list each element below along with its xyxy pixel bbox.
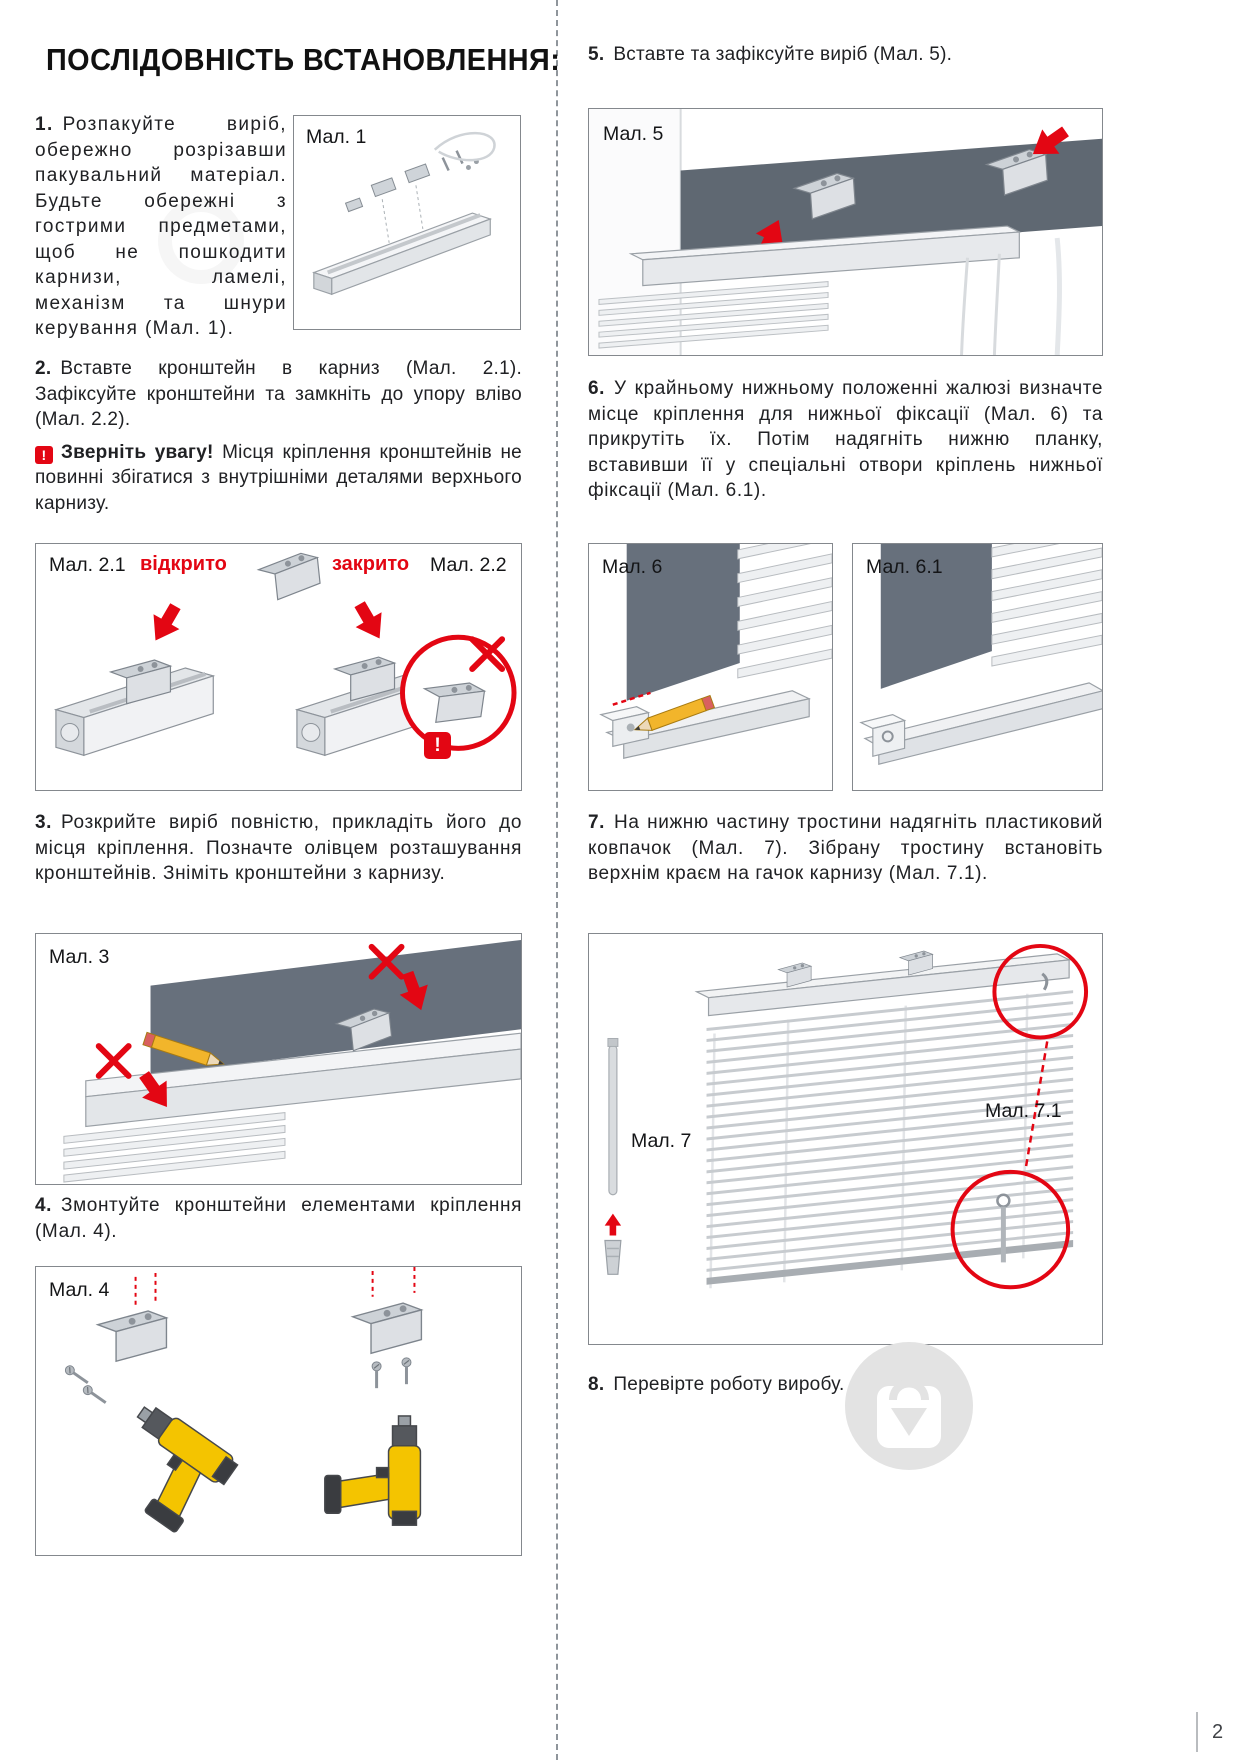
wand-icon <box>609 1045 617 1194</box>
hook-icon <box>1042 974 1047 990</box>
red-circle-highlight-wand <box>953 1172 1069 1287</box>
bracket-icon <box>353 1303 422 1353</box>
bottom-fixation-mark-illustration <box>589 544 832 790</box>
red-arrow-icon <box>605 1214 621 1236</box>
figure-5-label: Мал. 5 <box>603 123 664 145</box>
figure-7-box <box>588 933 1103 1345</box>
column-divider <box>556 0 558 1760</box>
figure-1-label: Мал. 1 <box>306 126 367 148</box>
drill-icon <box>95 1399 240 1540</box>
warning-icon: ! <box>35 446 53 464</box>
figure-6-1-box <box>852 543 1103 791</box>
warning-text: Місця кріплення кронштейнів не повинні збігатися з внутрішніми деталями верхнього карнизу. <box>35 441 522 514</box>
screw-icon <box>402 1358 411 1384</box>
step-2-text: Вставте кронштейн в карниз (Мал. 2.1). Зафіксуйте кронштейни та замкніть до упору вліво (Мал. 2.2). <box>35 358 522 430</box>
step-6-number: 6. <box>588 378 606 399</box>
control-cord-icon <box>435 133 495 160</box>
state-closed-label: закрито <box>332 553 410 575</box>
warning-title: Зверніть увагу! <box>61 441 214 463</box>
warning-badge: ! <box>424 732 451 759</box>
step-2 <box>35 356 522 433</box>
small-parts-icons <box>346 164 430 212</box>
bottom-rail-fixation-illustration <box>853 544 1102 790</box>
headrail-icon <box>314 213 490 294</box>
figure-3-label: Мал. 3 <box>49 946 110 968</box>
step-8-text: Перевірте роботу виробу. <box>613 1374 845 1395</box>
loose-bracket-icon <box>257 552 321 602</box>
cross-mark-icon <box>99 1046 129 1076</box>
step-7-text: На нижню частину тростини надягніть пластиковий ковпачок (Мал. 7). Зібрану тростину встановіть верхнім краєм на гачок карнизу (Мал. 7.1). <box>588 812 1103 884</box>
figure-5-box <box>588 108 1103 356</box>
drilling-brackets-illustration <box>36 1267 521 1555</box>
step-5-number: 5. <box>588 44 605 65</box>
figure-7-1-label: Мал. 7.1 <box>985 1100 1062 1122</box>
alignment-dashes <box>373 1267 415 1297</box>
screw-icon <box>82 1384 109 1406</box>
slats <box>738 544 832 678</box>
slats <box>992 544 1102 666</box>
insert-fix-illustration <box>589 109 1102 355</box>
figure-4-label: Мал. 4 <box>49 1279 110 1301</box>
step-2-number: 2. <box>35 358 52 379</box>
figure-3-box <box>35 933 522 1185</box>
plastic-cap-icon <box>605 1241 621 1275</box>
figure-1-box <box>293 115 521 330</box>
step-3 <box>35 810 522 887</box>
step-3-number: 3. <box>35 812 53 833</box>
step-4-text: Змонтуйте кронштейни елементами кріплення (Мал. 4). <box>35 1195 522 1242</box>
alignment-dashes <box>136 1273 156 1309</box>
page-title: ПОСЛІДОВНІСТЬ ВСТАНОВЛЕННЯ: <box>46 42 561 77</box>
page-number-value: 2 <box>1212 1720 1224 1743</box>
step-8-number: 8. <box>588 1374 605 1395</box>
figure-2-2-label: Мал. 2.2 <box>430 554 507 576</box>
step-3-text: Розкрийте виріб повністю, прикладіть його до місця кріплення. Позначте олівцем розташування кронштейнів. Зніміть кронштейни з карнизу. <box>35 812 522 884</box>
page-number <box>1196 1712 1223 1752</box>
state-open-label: відкрито <box>140 553 227 575</box>
step-5 <box>588 42 1103 68</box>
headrail-icon <box>697 954 1070 1016</box>
figure-6-1-label: Мал. 6.1 <box>866 556 943 578</box>
figure-4-box <box>35 1266 522 1556</box>
red-arrow-icon <box>347 597 393 646</box>
step-5-text: Вставте та зафіксуйте виріб (Мал. 5). <box>613 44 953 65</box>
figure-6-box <box>588 543 833 791</box>
slats <box>707 992 1074 1282</box>
step-6 <box>588 376 1103 504</box>
figure-2-box <box>35 543 522 791</box>
marking-position-illustration <box>36 934 521 1184</box>
red-arrow-icon <box>143 599 189 648</box>
screw-icon <box>64 1364 91 1386</box>
bracket-icon <box>98 1311 167 1361</box>
step-7-number: 7. <box>588 812 606 833</box>
step-2-block <box>35 356 522 516</box>
fixation-clip-icon <box>861 715 905 757</box>
watermark-logo <box>845 1342 973 1470</box>
figure-7-label: Мал. 7 <box>631 1130 692 1152</box>
shopping-bag-icon <box>845 1342 973 1470</box>
screw-icon <box>372 1362 381 1388</box>
step-6-text: У крайньому нижньому положенні жалюзі визначте місце кріплення для нижньої фіксації (Мал. 6) та прикрутіть їх. Потім надягніть нижню планку, вставивши її у спеціальні отвори кріплень нижньої фіксації (Мал. 6.1). <box>588 378 1103 501</box>
wand-tip <box>608 1038 618 1046</box>
figure-2-1-label: Мал. 2.1 <box>49 554 126 576</box>
step-1-number: 1. <box>35 114 54 135</box>
drill-icon <box>325 1416 421 1525</box>
step-1-text: Розпакуйте виріб, обережно розрізавши пакувальний матеріал. Будьте обережні з гострими предметами, щоб не пошкодити карнизи, ламелі, механізм та шнури керування (Мал. 1). <box>35 114 287 339</box>
warning-note <box>35 440 522 517</box>
step-7 <box>588 810 1103 887</box>
step-4 <box>35 1193 522 1244</box>
figure-6-label: Мал. 6 <box>602 556 663 578</box>
step-4-number: 4. <box>35 1195 53 1216</box>
step-1 <box>35 112 287 342</box>
